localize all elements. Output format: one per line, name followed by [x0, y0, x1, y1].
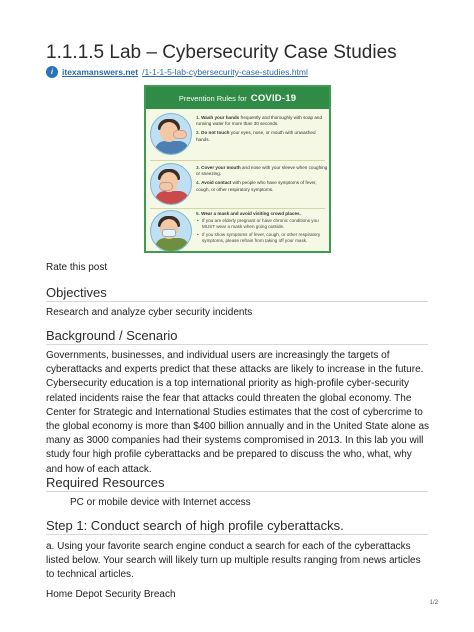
rule-5: 5. Wear a mask and avoid visiting crowd places.	[196, 211, 301, 216]
site-logo-icon: i	[46, 66, 58, 78]
infographic-header-prefix: Prevention Rules for	[178, 93, 247, 103]
rules-group-1	[196, 115, 328, 146]
resources-heading: Required Resources	[46, 475, 165, 490]
rate-this-post[interactable]: Rate this post	[46, 262, 108, 273]
section-divider	[46, 344, 428, 345]
source-domain-link[interactable]: itexamanswers.net	[62, 67, 139, 77]
rules-group-2	[196, 165, 328, 196]
source-line	[46, 66, 308, 78]
infographic-header-bold: COVID-19	[250, 92, 297, 104]
source-path-link[interactable]: /1-1-1-5-lab-cybersecurity-case-studies.html	[142, 67, 308, 77]
rule-2: 2. Do not touch your eyes, nose, or mouth with unwashed hands.	[196, 130, 316, 142]
rule-4: 4. Avoid contact with people who have symptoms of fever, cough, or other respiratory symptoms.	[196, 180, 317, 192]
background-text: Governments, businesses, and individual users are increasingly the targets of cyberattacks and experts predict that these attacks are likely to increase in the future. Cybersecurity education is a top international priority as high-profile cyber-security related incidents raise the fear that attacks could threaten the global economy. The Center for Strategic and International Studies estimates that the cost of cybercrime to the global economy is more than $400 billion annually and in the United State alone as many as 3000 companies had their systems compromised in 2013. In this lab you will study four high profile cyberattacks and be prepared to discuss the who, what, why and how of each attack.	[46, 350, 430, 475]
resources-text: PC or mobile device with Internet access	[70, 497, 251, 508]
step1-text: a. Using your favorite search engine conduct a search for each of the cyberattacks listed below. Your search will likely turn up multiple results ranging from news articles to technical articles.	[46, 541, 421, 581]
cough-illustration-icon	[150, 163, 192, 205]
rule-1: 1. Wash your hands frequently and thoroughly with soap and running water for more than 30 seconds.	[196, 115, 322, 127]
rules-group-3	[196, 211, 328, 247]
background-heading: Background / Scenario	[46, 328, 178, 343]
section-divider	[46, 534, 428, 535]
objectives-text: Research and analyze cyber security incidents	[46, 307, 253, 318]
rule-3: 3. Cover your mouth and nose with your sleeve when coughing or sneezing.	[196, 165, 328, 177]
handwash-illustration-icon	[150, 113, 192, 155]
section-divider	[46, 301, 428, 302]
section-divider	[46, 491, 428, 492]
objectives-heading: Objectives	[46, 285, 107, 300]
subrule-2: • If you show symptoms of fever, cough, or other respiratory symptoms, please refrain from taking off your mask.	[196, 232, 328, 244]
home-depot-item: Home Depot Security Breach	[46, 589, 176, 600]
subrule-1: • If you are elderly pregnant or have chronic conditions you MUST wear a mask when going outside.	[196, 218, 328, 230]
step1-heading: Step 1: Conduct search of high profile cyberattacks.	[46, 518, 344, 533]
infographic-divider	[150, 208, 325, 209]
mask-illustration-icon	[150, 210, 192, 252]
infographic-header	[146, 87, 329, 109]
page-number: 1/2	[429, 600, 438, 606]
covid-prevention-infographic	[144, 85, 331, 253]
infographic-divider	[150, 160, 325, 161]
page-title: 1.1.1.5 Lab – Cybersecurity Case Studies	[46, 42, 397, 63]
